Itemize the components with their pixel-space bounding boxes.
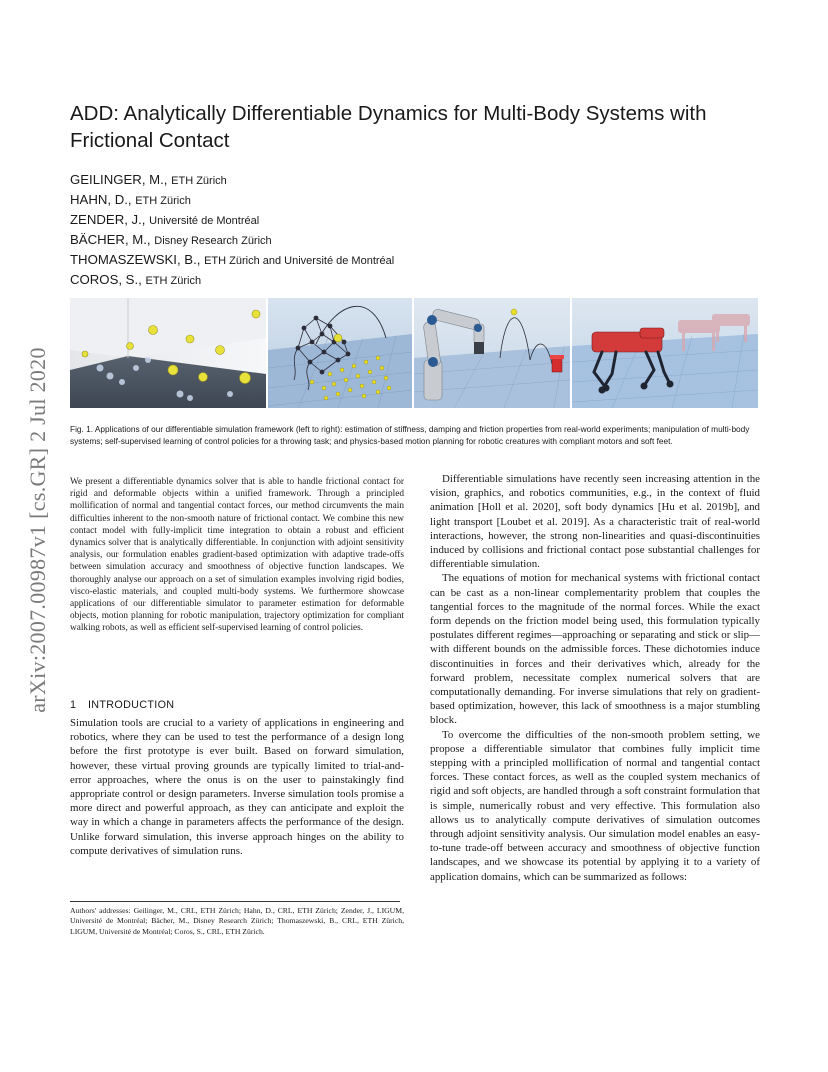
body-paragraph: The equations of motion for mechanical systems with frictional contact can be cast as a non-linear complementarity problem that couples the tangential forces to the magnitude of the normal forces. While the exact form depends on the friction model being used, this formulation typically postulates different regimes—approaching or separating and stick or slip—with different bounds on the admissible forces. These dichotomies induce discontinuities in forces and their derivatives which, already for the forward problem, necessitate complex numerical solvers that are computationally demanding. For inverse simulations that rely on gradient-based optimization, however, this lack of smoothness is a major stumbling block. xyxy=(430,572,760,727)
real-world-experiment-image xyxy=(70,298,266,408)
footnote-divider xyxy=(70,901,400,902)
teaser-figure xyxy=(70,298,758,408)
robot-arm-throwing-image xyxy=(414,298,570,408)
author-line: COROS, S., ETH Zürich xyxy=(70,271,202,287)
figure-panel-robot-throwing xyxy=(414,298,570,408)
figure-panel-real-world xyxy=(70,298,266,408)
figure-caption: Fig. 1. Applications of our differentiable simulation framework (left to right): estimation of stiffness, damping and friction properties from real-world experiments; manipulation of multi-body systems; self-supervised learning of control policies for a throwing task; and physics-based motion planning for robotic creatures with compliant motors and soft feet. xyxy=(70,424,750,447)
body-paragraph: Differentiable simulations have recently seen increasing attention in the vision, graphics, and robotics communities, e.g., in the context of fluid animation [Holl et al. 2020], soft body dynamics [Hu et al. 2019b], and light transport [Loubet et al. 2019]. As a characteristic trait of real-world interactions, however, the strong non-linearities and quasi-discontinuities induced by collisions and frictional contact pose substantial challenges for differentiable simulation. xyxy=(430,473,760,571)
mesh-manipulation-image xyxy=(268,298,412,408)
author-line: HAHN, D., ETH Zürich xyxy=(70,191,191,207)
section-title: INTRODUCTION xyxy=(88,699,175,711)
intro-left-column xyxy=(70,716,404,858)
author-line: ZENDER, J., Université de Montréal xyxy=(70,211,260,227)
figure-panel-mesh-manipulation xyxy=(268,298,412,408)
body-paragraph: Simulation tools are crucial to a variety of applications in engineering and robotics, where they can be used to test the performance of a design long before the first prototype is ever built. Based on forward simulation, however, these virtual proving grounds are typically limited to trial-and-error approaches, where the onus is on the user to painstakingly find appropriate control or design parameters. Inverse simulation tools promise a more direct and powerful approach, as they can anticipate and exploit the way in which a change in parameters affects the performance of the design. Unlike forward simulation, this inverse approach hinges on the ability to compute derivatives of simulation runs. xyxy=(70,717,404,857)
paper-title: ADD: Analytically Differentiable Dynamics for Multi-Body Systems with Frictional Contact xyxy=(70,102,707,152)
figure-panel-legged-robot xyxy=(572,298,758,408)
legged-robot-motion-image xyxy=(572,298,758,408)
author-line: THOMASZEWSKI, B., ETH Zürich and Université de Montréal xyxy=(70,251,395,267)
body-paragraph: To overcome the difficulties of the non-smooth problem setting, we propose a differentiable simulator that combines fully implicit time stepping with a principled mollification of normal and tangential contact forces. These contact forces, as well as the coupled system mechanics of rigid and soft objects, are handled through a soft constraint formulation that is simple, numerically robust and very effective. This formulation also allows us to analytically compute derivatives of simulation outcomes through adjoint sensitivity analysis. Our simulation model enables an easy-to-tune trade-off between accuracy and smoothness of objective function landscapes, and we showcase its potential by applying it to a variety of application domains, which can be summarized as follows: xyxy=(430,728,760,883)
abstract: We present a differentiable dynamics solver that is able to handle frictional contact for rigid and deformable objects within a unified framework. Through a principled mollification of normal and tangential contact forces, our method circumvents the main difficulties inherent to the non-smooth nature of frictional contact. We combine this new contact model with fully-implicit time integration to obtain a robust and efficient dynamics solver that is analytically differentiable. In conjunction with adjoint sensitivity analysis, our formulation enables gradient-based optimization with adaptive trade-offs between simulation accuracy and smoothness of objective function landscapes. We thoroughly analyse our approach on a set of simulation examples involving rigid bodies, visco-elastic materials, and coupled multi-body systems. We furthermore showcase applications of our differentiable simulator to parameter estimation for deformable objects, motion planning for robotic manipulation, trajectory optimization for compliant walking robots, as well as efficient self-supervised learning of control policies. xyxy=(70,477,404,634)
author-addresses-footnote: Authors' addresses: Geilinger, M., CRL, ETH Zürich; Hahn, D., CRL, ETH Zürich; Zender, J., LIGUM, Université de Montréal; Bächer, M., Disney Research Zürich; Thomaszewski, B., CRL, ETH Zürich, LIGUM, Université de Montréal; Coros, S., CRL, ETH Zürich. xyxy=(70,906,404,936)
arxiv-stamp: arXiv:2007.00987v1 [cs.GR] 2 Jul 2020 xyxy=(25,347,50,713)
author-list xyxy=(70,171,670,290)
section-number: 1 xyxy=(70,699,77,711)
intro-right-column xyxy=(430,472,760,884)
author-line: GEILINGER, M., ETH Zürich xyxy=(70,172,227,187)
author-line: BÄCHER, M., Disney Research Zürich xyxy=(70,231,272,247)
section-heading xyxy=(70,699,174,711)
